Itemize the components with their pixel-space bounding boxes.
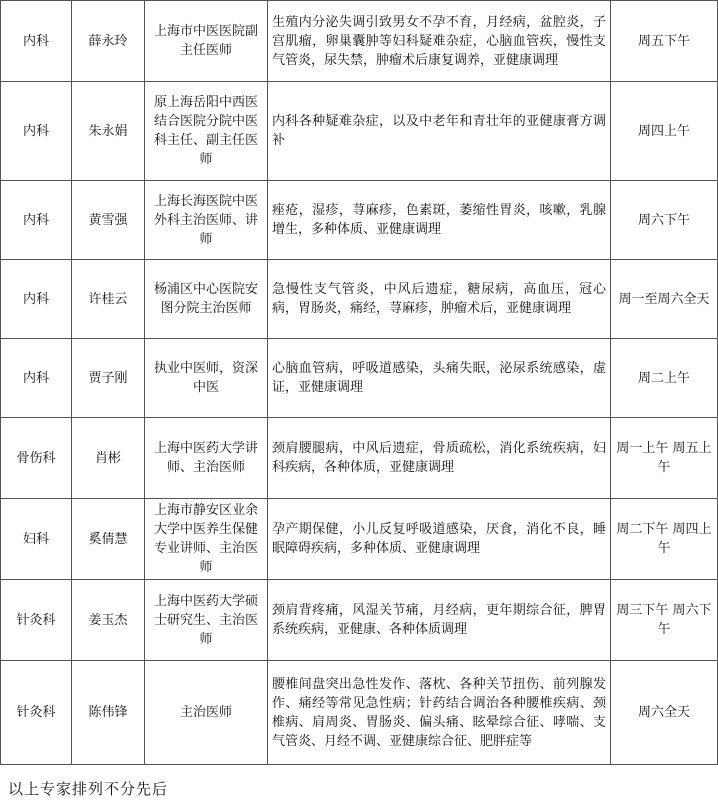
table-row bbox=[1, 82, 718, 181]
specialties-cell: 急慢性支气管炎，中风后遗症，糖尿病，高血压，冠心病，胃肠炎，痛经，荨麻疹，肿瘤术后，亚健康调理 bbox=[268, 260, 611, 339]
specialties-cell: 痤疮，湿疹，荨麻疹，色素斑，萎缩性胃炎，咳嗽，乳腺增生，多种体质、亚健康调理 bbox=[268, 181, 611, 260]
doctor-name-cell: 奚倩慧 bbox=[72, 499, 145, 580]
department-cell: 妇科 bbox=[1, 499, 72, 580]
doctor-title-cell: 主治医师 bbox=[145, 661, 268, 765]
doctor-name-cell: 姜玉杰 bbox=[72, 580, 145, 661]
doctor-name-cell: 朱永娟 bbox=[72, 82, 145, 181]
doctor-title-cell: 上海市静安区业余大学中医养生保健专业讲师、主治医师 bbox=[145, 499, 268, 580]
department-cell: 内科 bbox=[1, 82, 72, 181]
department-cell: 内科 bbox=[1, 181, 72, 260]
doctor-title-cell: 原上海岳阳中西医结合医院分院中医科主任、副主任医师 bbox=[145, 82, 268, 181]
table-row bbox=[1, 260, 718, 339]
schedule-cell: 周五下午 bbox=[611, 1, 718, 82]
specialties-cell: 腰椎间盘突出急性发作、落枕、各种关节扭伤、前列腺发作、痛经等常见急性病；针药结合调治各种腰椎疾病、颈椎病、肩周炎、胃肠炎、偏头痛、眩晕综合征、哮喘、支气管炎、月经不调、亚健康综合征、肥胖症等 bbox=[268, 661, 611, 765]
doctor-title-cell: 上海中医药大学硕士研究生、主治医师 bbox=[145, 580, 268, 661]
doctor-name-cell: 黄雪强 bbox=[72, 181, 145, 260]
department-cell: 内科 bbox=[1, 339, 72, 418]
schedule-cell: 周三下午 周六下午 bbox=[611, 580, 718, 661]
department-cell: 针灸科 bbox=[1, 580, 72, 661]
doctor-title-cell: 杨浦区中心医院安图分院主治医师 bbox=[145, 260, 268, 339]
specialties-cell: 生殖内分泌失调引致男女不孕不育，月经病，盆腔炎，子宫肌瘤，卵巢囊肿等妇科疑难杂症，心脑血管疾，慢性支气管炎，尿失禁，肿瘤术后康复调养，亚健康调理 bbox=[268, 1, 611, 82]
department-cell: 内科 bbox=[1, 260, 72, 339]
schedule-cell: 周一上午 周五上午 bbox=[611, 418, 718, 499]
table-row bbox=[1, 499, 718, 580]
doctor-title-cell: 上海市中医医院副主任医师 bbox=[145, 1, 268, 82]
doctor-name-cell: 许桂云 bbox=[72, 260, 145, 339]
table-row bbox=[1, 181, 718, 260]
specialties-cell: 颈肩背疼痛，风湿关节痛，月经病，更年期综合征，脾胃系统疾病，亚健康、各种体质调理 bbox=[268, 580, 611, 661]
doctor-name-cell: 肖彬 bbox=[72, 418, 145, 499]
table-row bbox=[1, 580, 718, 661]
department-cell: 骨伤科 bbox=[1, 418, 72, 499]
doctor-title-cell: 上海长海医院中医外科主治医师、讲师 bbox=[145, 181, 268, 260]
schedule-cell: 周六下午 bbox=[611, 181, 718, 260]
table-row bbox=[1, 339, 718, 418]
specialties-cell: 心脑血管病，呼吸道感染，头痛失眠，泌尿系统感染，虚证，亚健康调理 bbox=[268, 339, 611, 418]
department-cell: 内科 bbox=[1, 1, 72, 82]
schedule-cell: 周一至周六全天 bbox=[611, 260, 718, 339]
doctor-title-cell: 执业中医师，资深中医 bbox=[145, 339, 268, 418]
schedule-cell: 周六全天 bbox=[611, 661, 718, 765]
doctor-name-cell: 薛永玲 bbox=[72, 1, 145, 82]
specialties-cell: 内科各种疑难杂症，以及中老年和青壮年的亚健康膏方调补 bbox=[268, 82, 611, 181]
doctor-name-cell: 贾子刚 bbox=[72, 339, 145, 418]
specialties-cell: 孕产期保健，小儿反复呼吸道感染，厌食，消化不良，睡眠障碍疾病，多种体质、亚健康调理 bbox=[268, 499, 611, 580]
schedule-cell: 周二上午 bbox=[611, 339, 718, 418]
doctor-title-cell: 上海中医药大学讲师、主治医师 bbox=[145, 418, 268, 499]
schedule-cell: 周二下午 周四上午 bbox=[611, 499, 718, 580]
schedule-cell: 周四上午 bbox=[611, 82, 718, 181]
specialties-cell: 颈肩腰腿病，中风后遗症，骨质疏松，消化系统疾病，妇科疾病，各种体质，亚健康调理 bbox=[268, 418, 611, 499]
table-row bbox=[1, 1, 718, 82]
doctor-name-cell: 陈伟锋 bbox=[72, 661, 145, 765]
table-row bbox=[1, 418, 718, 499]
table-row bbox=[1, 661, 718, 765]
department-cell: 针灸科 bbox=[1, 661, 72, 765]
footnote: 以上专家排列不分先后 bbox=[8, 780, 169, 798]
